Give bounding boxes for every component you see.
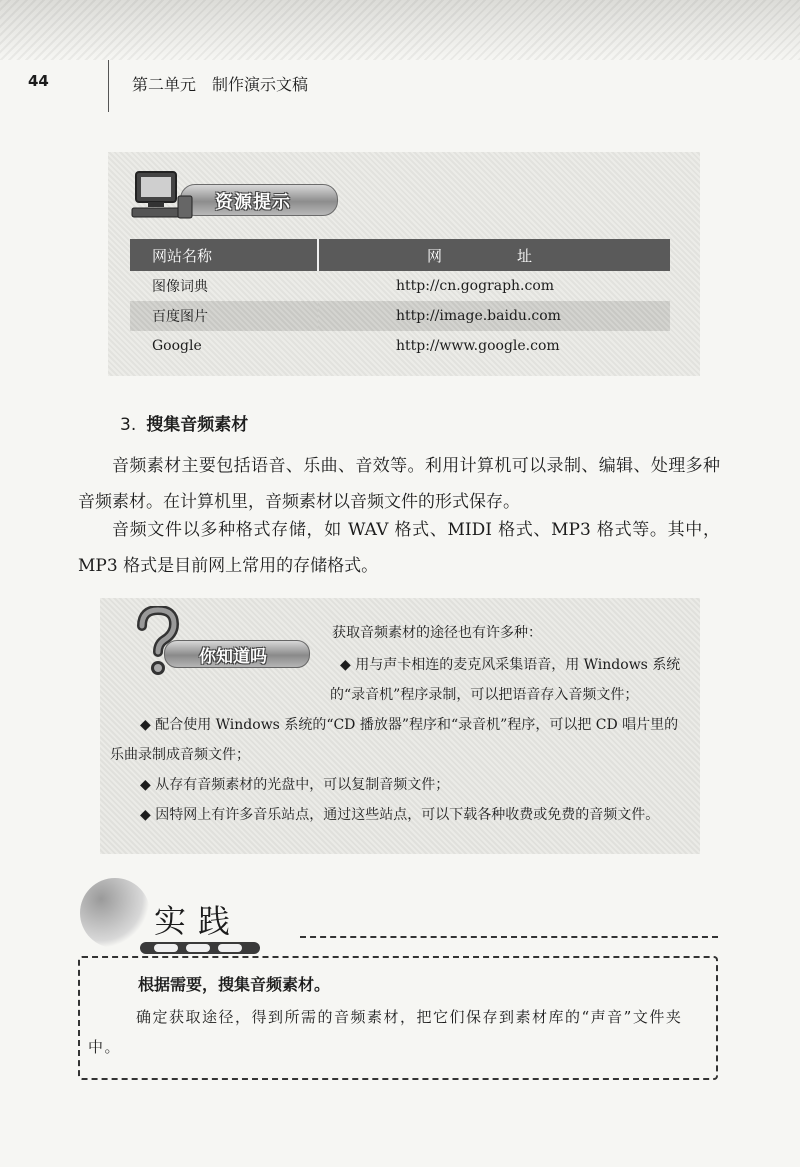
did-you-know-list [110, 650, 690, 830]
section-number: 3. [120, 415, 137, 435]
practice-dashed-line [300, 936, 718, 938]
practice-title: 实践 [154, 902, 243, 940]
practice-bar-decoration [140, 942, 260, 954]
body-paragraph: 音频素材主要包括语音、乐曲、音效等。利用计算机可以录制、编辑、处理多种音频素材。在计算机里，音频素材以音频文件的形式保存。 [78, 456, 720, 512]
resource-hint-label: 资源提示 [215, 192, 291, 213]
practice-task-text: 确定获取途径，得到所需的音频素材，把它们保存到素材库的“声音”文件夹中。 [88, 1008, 683, 1056]
practice-heading [80, 878, 720, 958]
table-row [130, 271, 670, 301]
header-divider [108, 60, 109, 112]
table-row [130, 301, 670, 331]
list-item: ◆ 用与声卡相连的麦克风采集语音，用 Windows 系统的“录音机”程序录制，可以把语音存入音频文件； [330, 657, 681, 703]
did-you-know-intro: 获取音频素材的途径也有许多种： [332, 625, 542, 641]
site-name: Google [152, 338, 202, 354]
body-paragraph: 音频文件以多种格式存储，如 WAV 格式、MIDI 格式、MP3 格式等。其中，MP3 格式是目前网上常用的存储格式。 [78, 520, 720, 576]
resource-hint-pill [180, 184, 338, 216]
practice-task-title: 根据需要，搜集音频素材。 [138, 975, 331, 994]
column-header-url: 网 址 [318, 239, 670, 271]
computer-icon [126, 168, 196, 224]
site-url: http://image.baidu.com [318, 301, 670, 331]
chapter-title: 第二单元 制作演示文稿 [132, 75, 309, 94]
header-decoration [0, 0, 800, 60]
list-item: ◆ 因特网上有许多音乐站点，通过这些站点，可以下载各种收费或免费的音频文件。 [140, 807, 660, 823]
site-url: http://www.google.com [396, 338, 560, 354]
table-header-row [130, 239, 670, 271]
page-number: 44 [28, 72, 49, 90]
practice-task-text-wrap [88, 1002, 708, 1062]
resource-hint-box [108, 152, 700, 376]
table-row [130, 331, 670, 361]
site-url: http://cn.gograph.com [396, 278, 555, 294]
site-name: 百度图片 [130, 301, 318, 331]
did-you-know-label: 你知道吗 [199, 647, 267, 667]
list-item: ◆ 配合使用 Windows 系统的“CD 播放器”程序和“录音机”程序，可以把 CD 唱片里的乐曲录制成音频文件； [110, 717, 679, 763]
resource-hint-badge [120, 166, 330, 224]
section-title: 搜集音频素材 [146, 415, 249, 435]
did-you-know-box [100, 598, 700, 854]
practice-box [78, 956, 718, 1080]
website-table [130, 239, 670, 361]
site-name: 图像词典 [152, 279, 208, 295]
swirl-icon [80, 878, 150, 948]
column-header-name: 网站名称 [130, 239, 318, 271]
section-heading [120, 410, 248, 435]
list-item: ◆ 从存有音频素材的光盘中，可以复制音频文件； [140, 777, 450, 793]
